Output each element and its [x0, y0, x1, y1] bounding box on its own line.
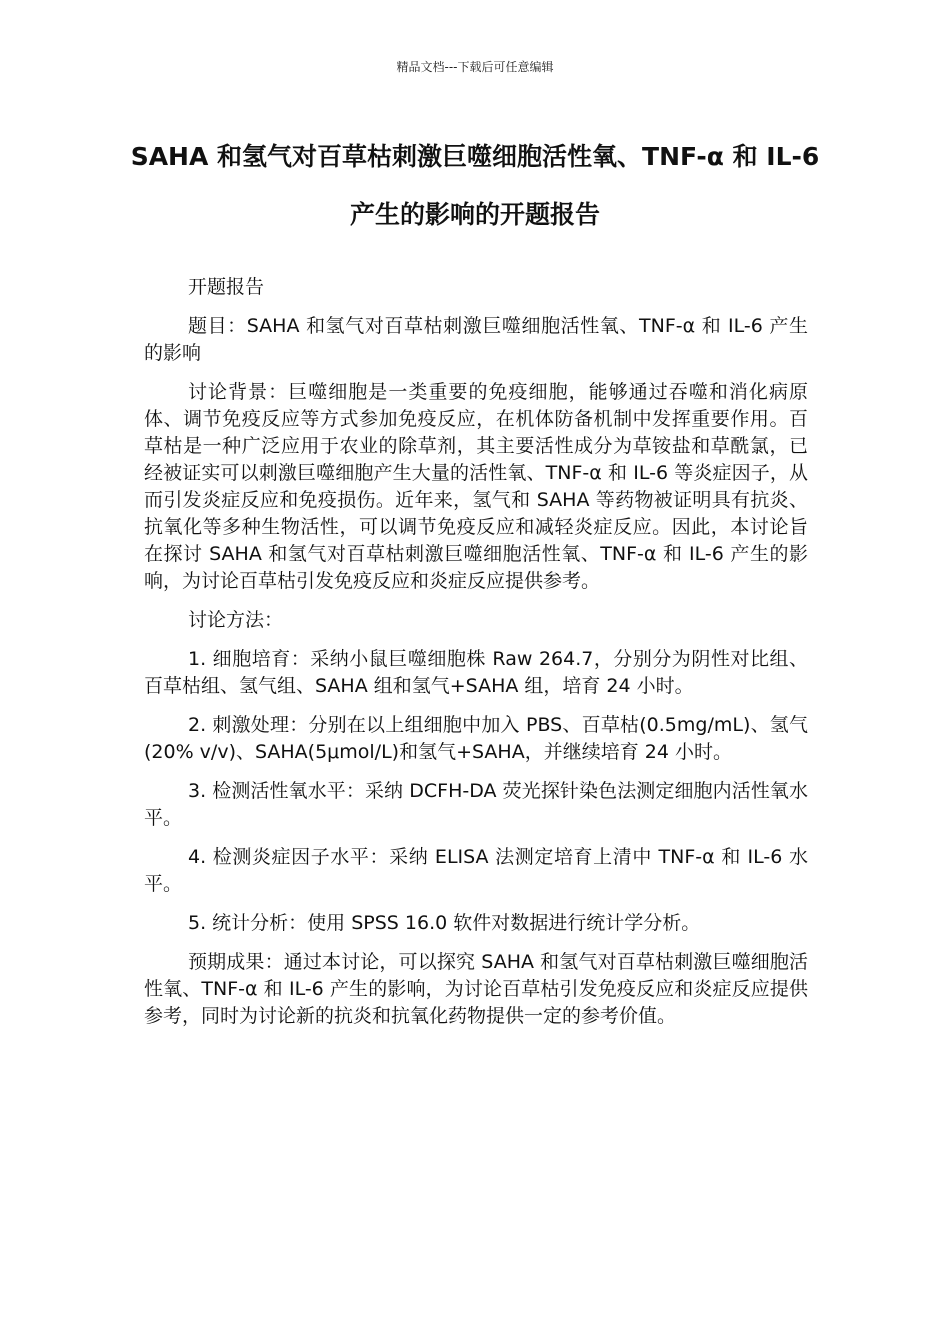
method-item-3: 3. 检测活性氧水平：采纳 DCFH-DA 荧光探针染色法测定细胞内活性氧水平。: [144, 780, 808, 829]
method-item-5: 5. 统计分析：使用 SPSS 16.0 软件对数据进行统计学分析。: [188, 912, 701, 934]
expected-results-paragraph: 预期成果：通过本讨论，可以探究 SAHA 和氢气对百草枯刺激巨噬细胞活性氧、TNF-α 和 IL-6 产生的影响，为讨论百草枯引发免疫反应和炎症反应提供参考，同时为讨论新的抗炎和抗氧化药物提供一定的参考价值。: [144, 951, 808, 1027]
page-header-watermark: 精品文档---下载后可任意编辑: [396, 60, 554, 74]
document-title: SAHA 和氢气对百草枯刺激巨噬细胞活性氧、TNF-α 和 IL-6 产生的影响的开题报告: [130, 142, 820, 229]
method-item-1: 1. 细胞培育：采纳小鼠巨噬细胞株 Raw 264.7，分别分为阴性对比组、百草枯组、氢气组、SAHA 组和氢气+SAHA 组，培育 24 小时。: [144, 648, 808, 697]
document-body: [144, 274, 808, 1042]
methods-label: 讨论方法：: [188, 609, 284, 631]
background-paragraph: 讨论背景：巨噬细胞是一类重要的免疫细胞，能够通过吞噬和消化病原体、调节免疫反应等方式参加免疫反应，在机体防备机制中发挥重要作用。百草枯是一种广泛应用于农业的除草剂，其主要活性成分为草铵盐和草酰氯，已经被证实可以刺激巨噬细胞产生大量的活性氧、TNF-α 和 IL-6 等炎症因子，从而引发炎症反应和免疫损伤。近年来，氢气和 SAHA 等药物被证明具有抗炎、抗氧化等多种生物活性，可以调节免疫反应和减轻炎症反应。因此，本讨论旨在探讨 SAHA 和氢气对百草枯刺激巨噬细胞活性氧、TNF-α 和 IL-6 产生的影响，为讨论百草枯引发免疫反应和炎症反应提供参考。: [144, 381, 808, 592]
section-heading: 开题报告: [188, 276, 265, 298]
method-item-4: 4. 检测炎症因子水平：采纳 ELISA 法测定培育上清中 TNF-α 和 IL-6 水平。: [144, 846, 808, 895]
method-item-2: 2. 刺激处理：分别在以上组细胞中加入 PBS、百草枯(0.5mg/mL)、氢气(20% v/v)、SAHA(5μmol/L)和氢气+SAHA，并继续培育 24 小时。: [144, 714, 808, 763]
topic-paragraph: 题目：SAHA 和氢气对百草枯刺激巨噬细胞活性氧、TNF-α 和 IL-6 产生的影响: [144, 315, 808, 364]
